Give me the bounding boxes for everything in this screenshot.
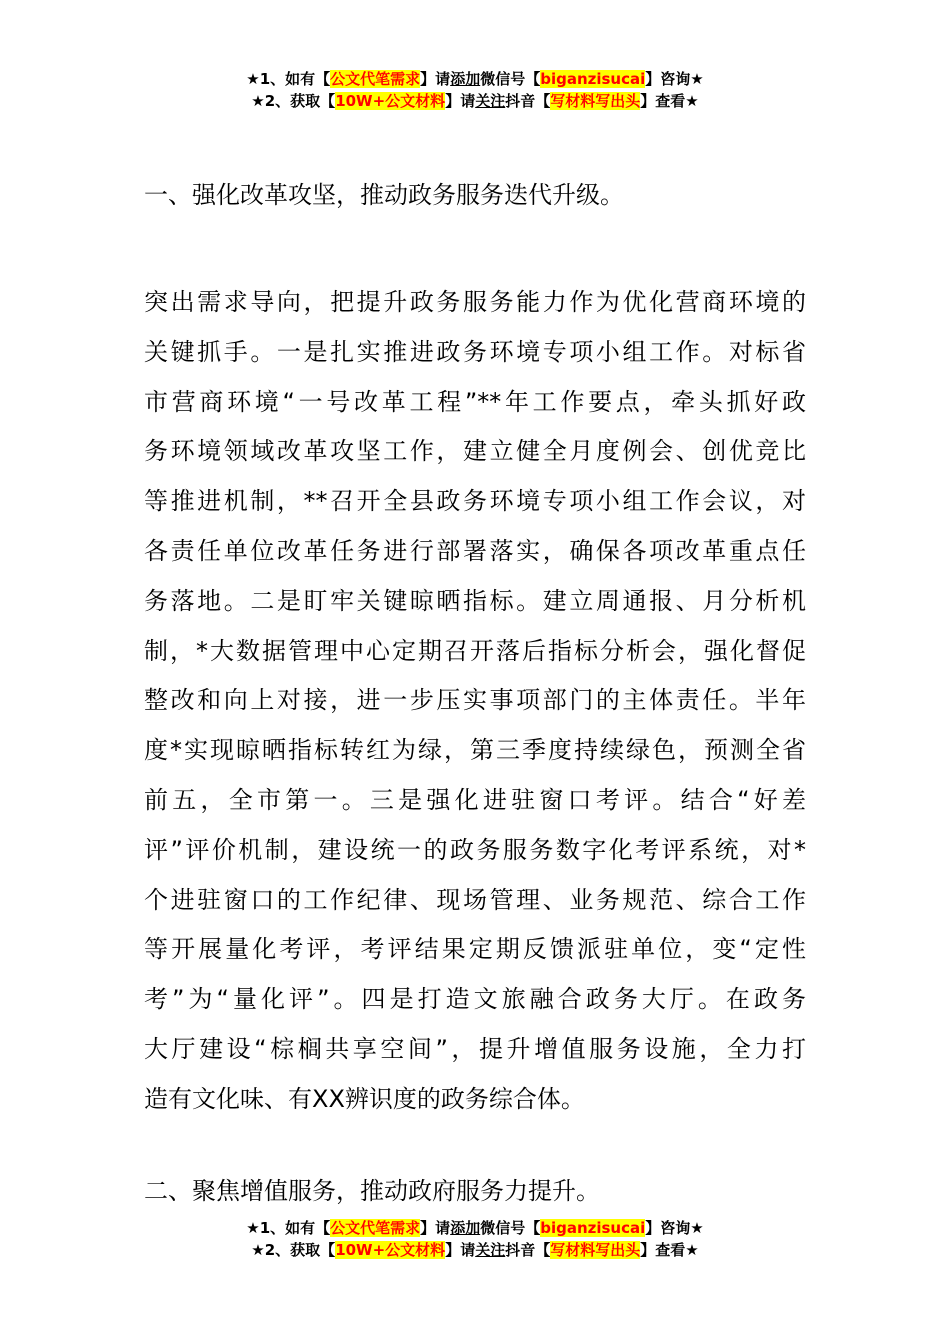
highlight-douyin-account: 写材料写出头 bbox=[550, 92, 641, 110]
body-line: 务落地。二是盯牢关键晾晒指标。建立周通报、月分析机 bbox=[144, 586, 806, 615]
banner-line-2: ★2、获取【10W+公文材料】请关注抖音【写材料写出头】查看★ bbox=[251, 1241, 699, 1259]
highlight-wechat-id: biganzisucai bbox=[540, 70, 646, 88]
section-1-heading: 一、强化改革攻坚，推动政务服务迭代升级。 bbox=[144, 181, 624, 209]
body-line: 前五，全市第一。三是强化进驻窗口考评。结合“好差 bbox=[144, 785, 806, 814]
body-line: 考”为“量化评”。四是打造文旅融合政务大厅。在政务 bbox=[144, 985, 806, 1014]
body-line: 务环境领域改革攻坚工作，建立健全月度例会、创优竞比 bbox=[144, 437, 806, 466]
body-line: 整改和向上对接，进一步压实事项部门的主体责任。半年 bbox=[144, 686, 806, 715]
highlight-service-request: 公文代笔需求 bbox=[330, 70, 421, 88]
body-line: 市营商环境“一号改革工程”**年工作要点，牵头抓好政 bbox=[144, 387, 806, 416]
highlight-service-request: 公文代笔需求 bbox=[330, 1219, 421, 1237]
body-line: 制，*大数据管理中心定期召开落后指标分析会，强化督促 bbox=[144, 636, 806, 665]
body-line: 关键抓手。一是扎实推进政务环境专项小组工作。对标省 bbox=[144, 337, 806, 366]
body-line: 等推进机制，**召开全县政务环境专项小组工作会议，对 bbox=[144, 487, 806, 516]
body-line: 大厅建设“棕榈共享空间”，提升增值服务设施，全力打 bbox=[144, 1034, 806, 1063]
highlight-materials: 10W+公文材料 bbox=[335, 92, 446, 110]
header-banner bbox=[0, 68, 950, 112]
banner-line-1: ★1、如有【公文代笔需求】请添加微信号【biganzisucai】咨询★ bbox=[246, 70, 704, 88]
highlight-wechat-id: biganzisucai bbox=[540, 1219, 646, 1237]
body-line: 个进驻窗口的工作纪律、现场管理、业务规范、综合工作 bbox=[144, 885, 806, 914]
body-line: 突出需求导向，把提升政务服务能力作为优化营商环境的 bbox=[144, 288, 806, 316]
footer-banner bbox=[0, 1217, 950, 1261]
banner-line-2: ★2、获取【10W+公文材料】请关注抖音【写材料写出头】查看★ bbox=[251, 92, 699, 110]
highlight-materials: 10W+公文材料 bbox=[335, 1241, 446, 1259]
section-1-body bbox=[144, 278, 806, 1125]
body-line: 各责任单位改革任务进行部署落实，确保各项改革重点任 bbox=[144, 536, 806, 565]
body-line: 度*实现晾晒指标转红为绿，第三季度持续绿色，预测全省 bbox=[144, 736, 806, 765]
body-line: 等开展量化考评，考评结果定期反馈派驻单位，变“定性 bbox=[144, 935, 806, 964]
highlight-douyin-account: 写材料写出头 bbox=[550, 1241, 641, 1259]
banner-line-1: ★1、如有【公文代笔需求】请添加微信号【biganzisucai】咨询★ bbox=[246, 1219, 704, 1237]
body-line: 造有文化味、有XX辨识度的政务综合体。 bbox=[144, 1084, 585, 1113]
body-line: 评”评价机制，建设统一的政务服务数字化考评系统，对* bbox=[144, 835, 806, 864]
section-2-heading: 二、聚焦增值服务，推动政府服务力提升。 bbox=[144, 1177, 600, 1205]
